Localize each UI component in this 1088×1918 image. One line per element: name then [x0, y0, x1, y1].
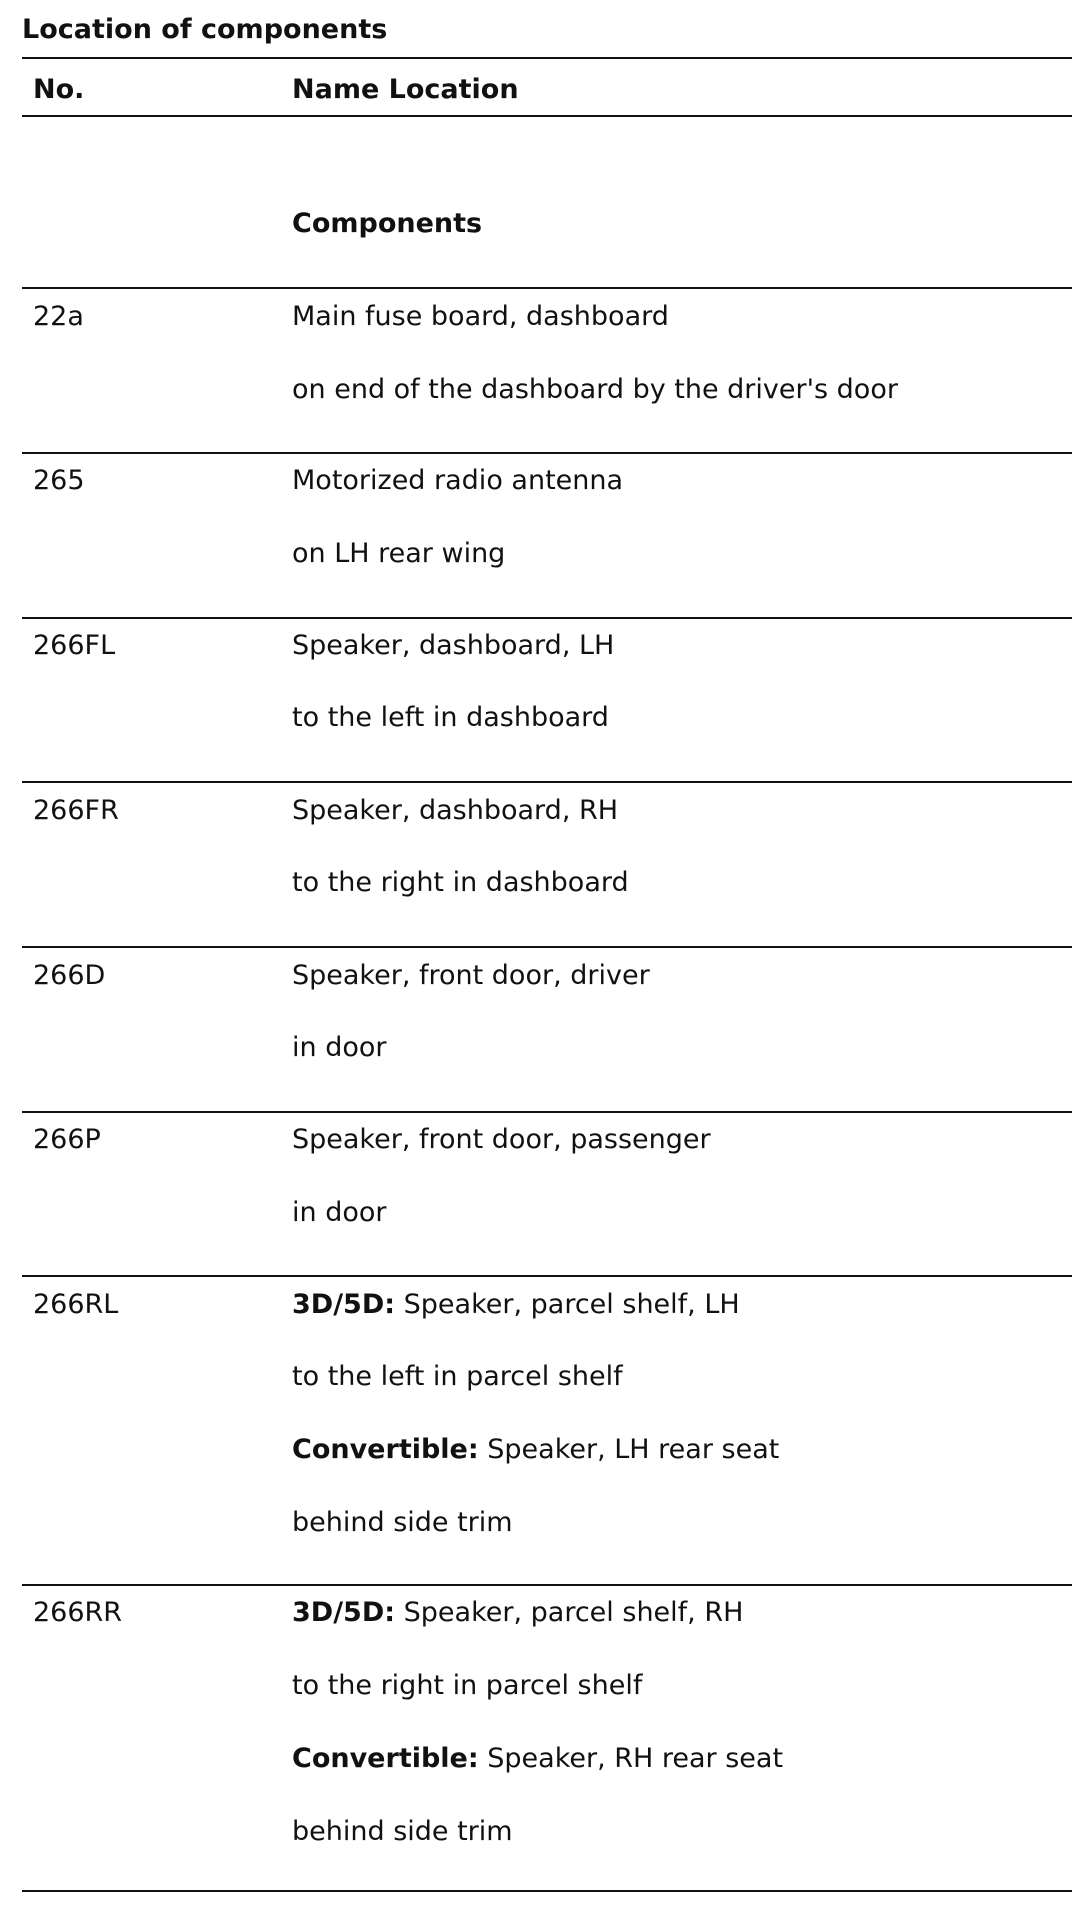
line-text: to the right in dashboard — [292, 867, 629, 898]
component-number: 266FR — [33, 795, 119, 826]
line-prefix: Convertible: — [292, 1434, 479, 1465]
line-text: behind side trim — [292, 1507, 513, 1538]
header-name-location: Name Location — [292, 74, 519, 105]
component-number: 266FL — [33, 630, 116, 661]
row-rule — [22, 617, 1072, 619]
component-number: 266RR — [33, 1597, 123, 1628]
line-text: to the left in parcel shelf — [292, 1361, 623, 1392]
component-line — [292, 628, 614, 664]
line-text: Speaker, LH rear seat — [487, 1434, 780, 1465]
component-number: 22a — [33, 301, 84, 332]
line-prefix: Convertible: — [292, 1743, 479, 1774]
line-prefix: 3D/5D: — [292, 1289, 396, 1320]
line-text: Speaker, front door, driver — [292, 960, 650, 991]
line-text: in door — [292, 1197, 387, 1228]
component-line — [292, 1287, 740, 1323]
line-text: Speaker, front door, passenger — [292, 1124, 711, 1155]
component-line — [292, 536, 505, 572]
line-text: Speaker, dashboard, RH — [292, 795, 619, 826]
component-line — [292, 1122, 711, 1158]
component-line — [292, 1505, 513, 1541]
component-line — [292, 1432, 779, 1468]
component-line — [292, 299, 669, 335]
header-bottom-rule — [22, 115, 1072, 117]
row-rule — [22, 1275, 1072, 1277]
component-number: 265 — [33, 465, 85, 496]
row-rule — [22, 287, 1072, 289]
row-rule — [22, 452, 1072, 454]
row-rule — [22, 1584, 1072, 1586]
component-line — [292, 1668, 642, 1704]
component-line — [292, 1741, 783, 1777]
line-text: behind side trim — [292, 1816, 513, 1847]
table-bottom-rule — [22, 1890, 1072, 1892]
line-text: to the right in parcel shelf — [292, 1670, 643, 1701]
line-prefix: 3D/5D: — [292, 1597, 396, 1628]
line-text: Speaker, parcel shelf, RH — [403, 1597, 744, 1628]
component-line — [292, 463, 623, 499]
row-rule — [22, 781, 1072, 783]
line-text: Motorized radio antenna — [292, 465, 624, 496]
line-text: on LH rear wing — [292, 538, 506, 569]
line-text: Speaker, dashboard, LH — [292, 630, 615, 661]
component-line — [292, 700, 609, 736]
component-line — [292, 1195, 386, 1231]
component-line — [292, 1359, 623, 1395]
component-number: 266RL — [33, 1289, 119, 1320]
line-text: to the left in dashboard — [292, 702, 609, 733]
component-number: 266D — [33, 960, 106, 991]
line-text: Speaker, RH rear seat — [487, 1743, 784, 1774]
document-title: Location of components — [22, 14, 388, 45]
header-top-rule — [22, 57, 1072, 59]
component-line — [292, 958, 650, 994]
component-line — [292, 372, 898, 408]
line-text: Speaker, parcel shelf, LH — [403, 1289, 740, 1320]
row-rule — [22, 1111, 1072, 1113]
header-no: No. — [33, 74, 85, 105]
component-line — [292, 865, 629, 901]
row-rule — [22, 946, 1072, 948]
component-number: 266P — [33, 1124, 101, 1155]
component-line — [292, 1030, 386, 1066]
component-line — [292, 1595, 743, 1631]
component-line — [292, 793, 618, 829]
line-text: Main fuse board, dashboard — [292, 301, 669, 332]
component-line — [292, 1814, 513, 1850]
section-heading: Components — [292, 208, 483, 239]
line-text: on end of the dashboard by the driver's door — [292, 374, 898, 405]
line-text: in door — [292, 1032, 387, 1063]
